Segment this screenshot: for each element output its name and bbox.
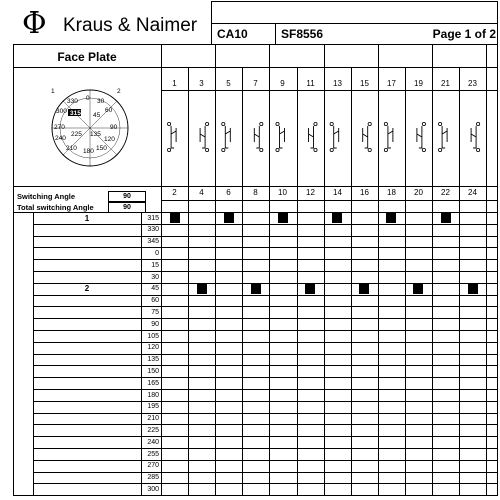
page-indicator: Page 1 of 2 [432, 27, 496, 41]
contact-symbol [276, 122, 317, 151]
table-row-line [33, 342, 498, 343]
brand-name: Kraus & Naimer [63, 15, 198, 36]
angle-label-0: 0 [155, 250, 159, 257]
angle-label-270: 270 [147, 462, 159, 469]
angle-label-75: 75 [151, 309, 159, 316]
dial-labels [40, 78, 140, 178]
angle-label-90: 90 [151, 321, 159, 328]
dial-angle-210: 210 [66, 145, 77, 152]
angle-label-60: 60 [151, 297, 159, 304]
contact-closed-marker [305, 284, 315, 294]
contact-symbol [439, 122, 480, 151]
table-row-line [33, 377, 498, 378]
dial-angle-300: 300 [56, 108, 67, 115]
dial-angle-120: 120 [104, 136, 115, 143]
angle-label-315: 315 [147, 215, 159, 222]
angle-label-105: 105 [147, 333, 159, 340]
terminal-bottom-22: 22 [441, 188, 450, 197]
table-row-line [33, 354, 498, 355]
terminal-bottom-18: 18 [387, 188, 396, 197]
contact-symbol [222, 122, 263, 151]
table-row-line [33, 460, 498, 461]
dial-angle-30: 30 [97, 98, 105, 105]
terminal-bottom-8: 8 [253, 188, 258, 197]
angle-label-45: 45 [151, 285, 159, 292]
terminal-bottom-24: 24 [468, 188, 477, 197]
terminal-top-15: 15 [360, 79, 369, 88]
contact-symbols [161, 90, 498, 186]
angle-label-195: 195 [147, 403, 159, 410]
total-switching-angle-value: 90 [123, 204, 131, 211]
terminal-bottom-4: 4 [199, 188, 204, 197]
angle-label-210: 210 [147, 415, 159, 422]
table-row-line [33, 389, 498, 390]
terminal-top-23: 23 [468, 79, 477, 88]
terminal-top-21: 21 [441, 79, 450, 88]
switching-angle-box [108, 191, 146, 202]
angle-label-300: 300 [147, 486, 159, 493]
terminal-bottom-14: 14 [333, 188, 342, 197]
position-label-1: 1 [84, 214, 90, 223]
table-row-line [33, 472, 498, 473]
brand-logo [22, 6, 47, 41]
drawing-number: SF8556 [281, 27, 324, 41]
contact-closed-marker [224, 213, 234, 223]
angle-label-165: 165 [147, 380, 159, 387]
terminal-top-13: 13 [333, 79, 342, 88]
contact-closed-marker [170, 213, 180, 223]
terminal-bottom-16: 16 [360, 188, 369, 197]
angle-label-180: 180 [147, 392, 159, 399]
terminal-bottom-20: 20 [414, 188, 423, 197]
total-switching-angle-label: Total switching Angle [17, 203, 94, 212]
terminal-top-11: 11 [306, 79, 315, 88]
table-row-line [33, 247, 498, 248]
table-row-line [33, 413, 498, 414]
contact-closed-marker [197, 284, 207, 294]
angle-label-225: 225 [147, 427, 159, 434]
dial-angle-45: 45 [93, 112, 101, 119]
terminal-top-1: 1 [172, 79, 177, 88]
dial-angle-240: 240 [55, 135, 66, 142]
angle-label-330: 330 [147, 226, 159, 233]
terminal-bottom-2: 2 [172, 188, 177, 197]
angle-label-345: 345 [147, 238, 159, 245]
dial-angle-180: 180 [83, 148, 94, 155]
angle-label-15: 15 [151, 262, 159, 269]
contact-closed-marker [278, 213, 288, 223]
position-column-line [33, 212, 34, 496]
contact-closed-marker [251, 284, 261, 294]
dial-angle-330: 330 [67, 98, 78, 105]
contact-symbol [330, 122, 371, 151]
table-row-line [33, 295, 498, 296]
table-row-line [33, 483, 498, 484]
model-number: CA10 [217, 27, 248, 41]
table-row-line [33, 236, 498, 237]
table-row-line [33, 365, 498, 366]
terminal-top-17: 17 [387, 79, 396, 88]
table-row-line [33, 424, 498, 425]
contact-closed-marker [413, 284, 423, 294]
table-row-line [33, 436, 498, 437]
phi-logo-icon: Φ [22, 6, 47, 41]
table-row-line [33, 495, 498, 496]
angle-label-150: 150 [147, 368, 159, 375]
table-row-line [33, 330, 498, 331]
dial-angle-270: 270 [54, 124, 65, 131]
switching-angle-label: Switching Angle [17, 192, 76, 201]
switching-angle-value: 90 [123, 193, 131, 200]
dial-angle-225: 225 [71, 131, 82, 138]
contact-closed-marker [386, 213, 396, 223]
table-row-line [33, 401, 498, 402]
table-row-line [33, 224, 498, 225]
terminal-bottom-12: 12 [306, 188, 315, 197]
dial-angle-0: 0 [86, 95, 90, 102]
angle-label-120: 120 [147, 344, 159, 351]
terminal-top-9: 9 [280, 79, 285, 88]
dial-angle-315-selected: 315 [70, 110, 81, 117]
terminal-top-7: 7 [253, 79, 258, 88]
dial-outer-label-2: 2 [117, 88, 121, 95]
contact-closed-marker [359, 284, 369, 294]
terminal-bottom-6: 6 [226, 188, 231, 197]
contact-symbol [168, 122, 209, 151]
dial-angle-90: 90 [110, 124, 118, 131]
dial-outer-label-1: 1 [51, 88, 55, 95]
terminal-top-3: 3 [199, 79, 204, 88]
contact-closed-marker [441, 213, 451, 223]
angle-label-30: 30 [151, 274, 159, 281]
terminal-top-5: 5 [226, 79, 231, 88]
dial-angle-150: 150 [96, 145, 107, 152]
table-row-line [33, 271, 498, 272]
position-label-2: 2 [84, 284, 90, 293]
terminal-top-19: 19 [414, 79, 423, 88]
table-row-line [33, 306, 498, 307]
angle-label-285: 285 [147, 474, 159, 481]
angle-column-line [141, 212, 142, 496]
dial-angle-135: 135 [90, 131, 101, 138]
terminal-bottom-10: 10 [278, 188, 287, 197]
contact-closed-marker [468, 284, 478, 294]
face-plate-title: Face Plate [57, 50, 117, 64]
dial-angle-60: 60 [105, 107, 113, 114]
table-row-line [33, 318, 498, 319]
angle-label-135: 135 [147, 356, 159, 363]
angle-label-255: 255 [147, 451, 159, 458]
table-row-line [33, 259, 498, 260]
table-row-line [33, 448, 498, 449]
angle-label-240: 240 [147, 439, 159, 446]
contact-symbol [384, 122, 425, 151]
contact-closed-marker [332, 213, 342, 223]
